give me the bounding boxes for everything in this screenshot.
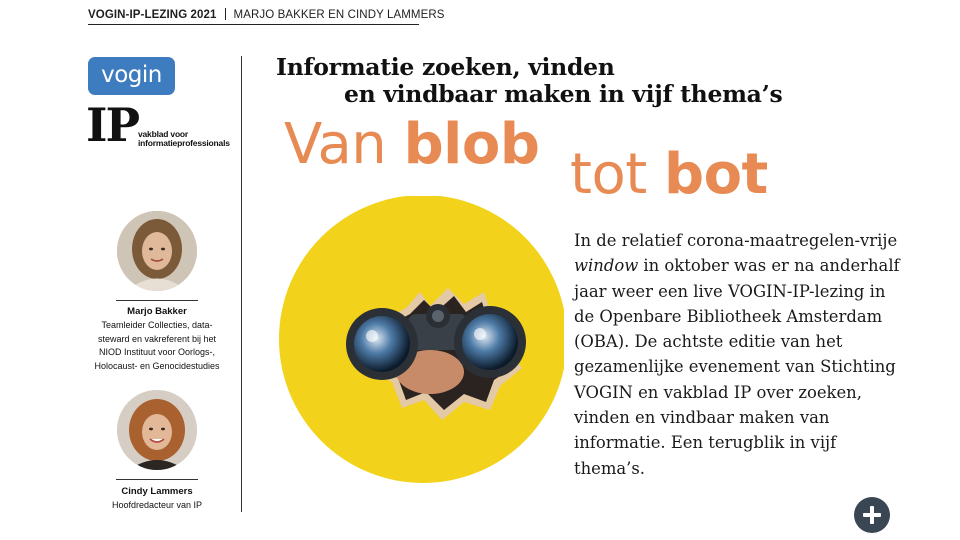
author-role-line: NIOD Instituut voor Oorlogs-, bbox=[98, 347, 216, 357]
intro-text-italic: window bbox=[574, 256, 639, 276]
author-role bbox=[80, 499, 234, 513]
title-line-2 bbox=[570, 142, 768, 207]
author-name: Cindy Lammers bbox=[121, 486, 193, 497]
title-word-blob: blob bbox=[403, 112, 540, 177]
header-separator bbox=[225, 8, 226, 20]
author-photo-marjo-bakker bbox=[117, 211, 197, 291]
subtitle-line-2: en vindbaar maken in vijf thema’s bbox=[344, 80, 783, 108]
title-word-tot: tot bbox=[570, 142, 664, 207]
issue-header bbox=[88, 6, 445, 25]
vogin-logo: vogin bbox=[88, 57, 175, 95]
plus-icon bbox=[854, 497, 890, 533]
author-divider bbox=[116, 479, 198, 480]
subtitle-line-1: Informatie zoeken, vinden bbox=[276, 53, 615, 81]
author-role-line: Teamleider Collecties, data- bbox=[101, 320, 213, 330]
ip-tagline-line-1: vakblad voor bbox=[138, 129, 189, 139]
expand-button[interactable] bbox=[854, 497, 890, 533]
title-line-1 bbox=[284, 112, 539, 177]
binoculars-photo bbox=[278, 196, 578, 486]
author-photo-cindy-lammers bbox=[117, 390, 197, 470]
title-word-van: Van bbox=[284, 112, 404, 177]
ip-logo: IP bbox=[86, 98, 139, 152]
ip-tagline bbox=[138, 130, 238, 148]
article-intro bbox=[574, 228, 904, 481]
author-role-line: Holocaust- en Genocidestudies bbox=[94, 360, 220, 371]
author-role-line: Hoofdredacteur van IP bbox=[111, 500, 203, 510]
author-name: Marjo Bakker bbox=[127, 306, 187, 317]
ip-tagline-line-2: informatieprofessionals bbox=[138, 138, 230, 148]
binoculars-icon bbox=[278, 196, 578, 486]
title-word-bot: bot bbox=[663, 142, 768, 207]
series-title: VOGIN-IP-LEZING 2021 bbox=[88, 9, 217, 21]
intro-text-end: in oktober was er na anderhalf jaar weer een live VOGIN-IP-lezing in de Openbare Bibliotheek Amsterdam (OBA). De achtste editie van het gezamenlijke evenement van Stichting VOGIN en vakblad IP over zoeken, vinden en vindbaar maken van informatie. Een terugblik in vijf thema’s. bbox=[574, 256, 900, 478]
author-role bbox=[80, 319, 234, 373]
author-role-line: steward en vakreferent bij het bbox=[97, 333, 217, 344]
article-subtitle bbox=[276, 54, 876, 108]
intro-text-start: In de relatief corona-maatregelen-vrije bbox=[574, 231, 898, 250]
author-divider bbox=[116, 300, 198, 301]
column-divider bbox=[241, 56, 242, 512]
header-authors: MARJO BAKKER EN CINDY LAMMERS bbox=[233, 9, 445, 21]
